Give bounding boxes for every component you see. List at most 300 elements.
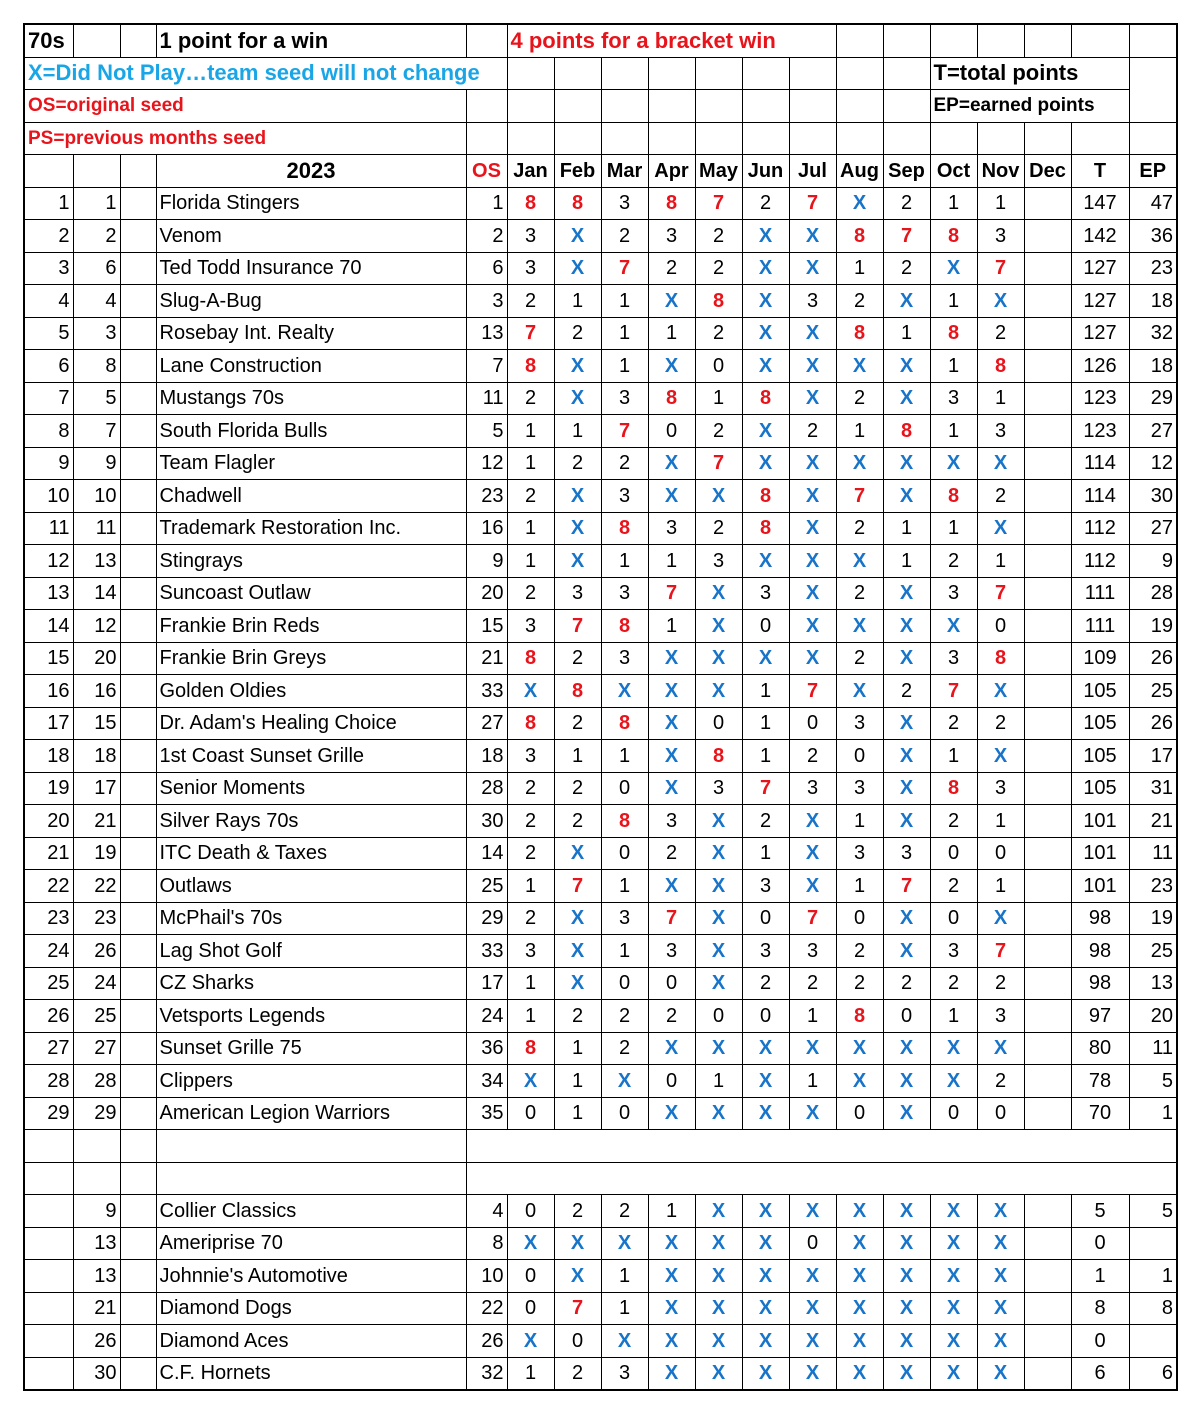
previous-seed-cell: 25 (73, 1000, 120, 1033)
month-score-cell: X (742, 1227, 789, 1260)
month-score-cell: X (930, 1227, 977, 1260)
month-score-cell: 2 (836, 382, 883, 415)
month-score-cell: 2 (836, 577, 883, 610)
month-score-cell: 0 (601, 772, 648, 805)
rank-cell (24, 1292, 73, 1325)
month-score-cell: 2 (648, 837, 695, 870)
rank-cell: 3 (24, 252, 73, 285)
month-score-cell: 3 (836, 772, 883, 805)
earned-points-cell: 9 (1129, 545, 1177, 578)
month-score-cell: 7 (977, 577, 1024, 610)
month-score-cell: 3 (507, 935, 554, 968)
month-score-cell: X (789, 1097, 836, 1130)
month-score-cell: 2 (507, 285, 554, 318)
month-score-cell: 2 (883, 967, 930, 1000)
earned-points-cell: 8 (1129, 1292, 1177, 1325)
month-score-cell: X (930, 447, 977, 480)
month-score-cell: X (554, 382, 601, 415)
previous-seed-cell: 12 (73, 610, 120, 643)
total-points-cell: 142 (1071, 220, 1129, 253)
month-score-cell: X (883, 1357, 930, 1390)
rank-cell: 13 (24, 577, 73, 610)
spacer-cell (120, 382, 156, 415)
previous-seed-cell: 21 (73, 1292, 120, 1325)
rank-cell: 4 (24, 285, 73, 318)
month-score-cell: X (742, 1097, 789, 1130)
total-points-cell: 101 (1071, 870, 1129, 903)
month-score-cell: X (742, 1325, 789, 1358)
t-note: T=total points (930, 57, 1129, 90)
original-seed-cell: 2 (466, 220, 507, 253)
month-score-cell: 3 (507, 252, 554, 285)
total-points-cell: 112 (1071, 545, 1129, 578)
month-score-cell: 8 (930, 220, 977, 253)
month-score-cell: X (789, 642, 836, 675)
month-score-cell: 1 (930, 415, 977, 448)
month-score-cell: 8 (648, 382, 695, 415)
month-score-cell: 2 (554, 317, 601, 350)
month-score-cell: X (789, 1357, 836, 1390)
month-score-cell: X (742, 317, 789, 350)
month-score-cell: 8 (930, 772, 977, 805)
previous-seed-cell: 7 (73, 415, 120, 448)
month-score-cell: 2 (977, 317, 1024, 350)
total-points-cell: 123 (1071, 415, 1129, 448)
month-score-cell: X (836, 545, 883, 578)
original-seed-cell: 8 (466, 1227, 507, 1260)
month-score-cell: 1 (507, 1000, 554, 1033)
month-score-cell: X (695, 610, 742, 643)
os-note: OS=original seed (24, 90, 466, 123)
month-score-cell: 3 (930, 382, 977, 415)
month-score-cell: X (789, 837, 836, 870)
month-score-cell: X (977, 1195, 1024, 1228)
month-score-cell (1024, 772, 1071, 805)
team-name: Dr. Adam's Healing Choice (156, 707, 466, 740)
rank-cell: 23 (24, 902, 73, 935)
team-name: 1st Coast Sunset Grille (156, 740, 466, 773)
spacer-cell (120, 902, 156, 935)
month-score-cell: 2 (977, 1065, 1024, 1098)
month-score-cell: 1 (554, 1032, 601, 1065)
total-points-cell: 0 (1071, 1325, 1129, 1358)
month-score-cell: X (554, 252, 601, 285)
original-seed-cell: 11 (466, 382, 507, 415)
month-score-cell: X (977, 1032, 1024, 1065)
month-score-cell: 1 (930, 350, 977, 383)
month-score-cell: 7 (648, 577, 695, 610)
month-score-cell: 8 (695, 285, 742, 318)
rank-cell (24, 1260, 73, 1293)
month-score-cell: 1 (601, 317, 648, 350)
month-score-cell: X (836, 447, 883, 480)
month-score-cell: 2 (789, 740, 836, 773)
spacer-cell (120, 350, 156, 383)
month-score-cell: 8 (554, 187, 601, 220)
month-score-cell: 2 (742, 187, 789, 220)
month-score-cell: X (977, 740, 1024, 773)
month-score-cell: 0 (648, 415, 695, 448)
month-score-cell (1024, 1227, 1071, 1260)
rank-cell: 5 (24, 317, 73, 350)
month-score-cell: 1 (554, 1097, 601, 1130)
table-row (24, 1032, 1177, 1065)
month-score-cell: X (742, 447, 789, 480)
month-score-cell: X (883, 350, 930, 383)
month-score-cell: 3 (601, 480, 648, 513)
month-header: Sep (883, 155, 930, 188)
spacer-cell (120, 447, 156, 480)
team-name: C.F. Hornets (156, 1357, 466, 1390)
month-score-cell: X (648, 675, 695, 708)
rank-cell: 10 (24, 480, 73, 513)
month-score-cell: 8 (977, 642, 1024, 675)
month-score-cell: X (977, 447, 1024, 480)
month-score-cell: 3 (648, 220, 695, 253)
month-score-cell: X (742, 415, 789, 448)
earned-points-cell: 30 (1129, 480, 1177, 513)
month-score-cell: X (789, 1195, 836, 1228)
month-score-cell: X (836, 610, 883, 643)
month-score-cell: 7 (883, 220, 930, 253)
month-score-cell (1024, 967, 1071, 1000)
original-seed-cell: 27 (466, 707, 507, 740)
month-score-cell: 1 (695, 382, 742, 415)
month-score-cell: X (789, 610, 836, 643)
month-score-cell: 0 (836, 902, 883, 935)
earned-points-cell: 11 (1129, 837, 1177, 870)
original-seed-cell: 24 (466, 1000, 507, 1033)
month-score-cell: X (789, 577, 836, 610)
month-score-cell (1024, 740, 1071, 773)
month-score-cell: X (789, 1292, 836, 1325)
month-score-cell: 2 (977, 480, 1024, 513)
month-score-cell (1024, 285, 1071, 318)
month-score-cell: X (554, 220, 601, 253)
month-score-cell: X (883, 1065, 930, 1098)
month-score-cell: X (648, 480, 695, 513)
month-score-cell (1024, 1000, 1071, 1033)
earned-points-cell: 26 (1129, 642, 1177, 675)
month-score-cell: 8 (695, 740, 742, 773)
standings-table (23, 23, 1178, 1391)
month-score-cell (1024, 1357, 1071, 1390)
month-score-cell: 2 (554, 772, 601, 805)
previous-seed-cell: 15 (73, 707, 120, 740)
month-score-cell: X (648, 1260, 695, 1293)
month-score-cell: X (695, 1032, 742, 1065)
month-score-cell: 2 (930, 967, 977, 1000)
table-row (24, 1260, 1177, 1293)
table-row (24, 1227, 1177, 1260)
table-row (24, 642, 1177, 675)
month-score-cell: 7 (554, 610, 601, 643)
month-score-cell: 0 (507, 1195, 554, 1228)
rank-cell (24, 1227, 73, 1260)
spacer-cell (120, 610, 156, 643)
month-score-cell: 3 (789, 772, 836, 805)
month-score-cell: 0 (977, 610, 1024, 643)
month-score-cell: X (789, 1325, 836, 1358)
spacer-cell (120, 545, 156, 578)
month-score-cell: 0 (648, 967, 695, 1000)
month-score-cell: 7 (695, 187, 742, 220)
total-points-cell: 1 (1071, 1260, 1129, 1293)
month-score-cell: X (648, 1032, 695, 1065)
team-name: Diamond Aces (156, 1325, 466, 1358)
month-score-cell (1024, 707, 1071, 740)
month-score-cell: X (648, 447, 695, 480)
month-score-cell: 1 (648, 317, 695, 350)
month-score-cell: 2 (507, 480, 554, 513)
month-score-cell: 1 (601, 870, 648, 903)
month-score-cell: X (648, 642, 695, 675)
month-score-cell: 7 (789, 675, 836, 708)
table-row (24, 415, 1177, 448)
month-score-cell: X (742, 1260, 789, 1293)
earned-points-cell: 18 (1129, 285, 1177, 318)
month-score-cell: X (836, 1227, 883, 1260)
month-score-cell: 2 (836, 512, 883, 545)
previous-seed-cell: 14 (73, 577, 120, 610)
month-score-cell: 0 (648, 1065, 695, 1098)
table-row (24, 317, 1177, 350)
month-score-cell: X (883, 447, 930, 480)
total-points-cell: 105 (1071, 740, 1129, 773)
team-name: Mustangs 70s (156, 382, 466, 415)
month-score-cell: 8 (883, 415, 930, 448)
previous-seed-cell: 1 (73, 187, 120, 220)
month-score-cell: 8 (601, 610, 648, 643)
month-score-cell: X (977, 1292, 1024, 1325)
month-score-cell: X (742, 545, 789, 578)
previous-seed-cell: 24 (73, 967, 120, 1000)
month-score-cell: 1 (836, 805, 883, 838)
month-score-cell: 0 (789, 707, 836, 740)
original-seed-cell: 7 (466, 350, 507, 383)
month-score-cell: X (930, 252, 977, 285)
month-score-cell: 0 (930, 902, 977, 935)
month-score-cell: 7 (789, 902, 836, 935)
month-score-cell: X (836, 1032, 883, 1065)
month-score-cell: X (836, 1325, 883, 1358)
month-score-cell: X (695, 1357, 742, 1390)
rank-cell: 17 (24, 707, 73, 740)
spacer-cell (120, 870, 156, 903)
month-score-cell: 2 (930, 545, 977, 578)
month-score-cell: 2 (507, 837, 554, 870)
rank-cell: 24 (24, 935, 73, 968)
table-row (24, 935, 1177, 968)
earned-points-cell: 1 (1129, 1260, 1177, 1293)
original-seed-cell: 14 (466, 837, 507, 870)
month-score-cell: X (883, 1195, 930, 1228)
team-name: Venom (156, 220, 466, 253)
team-name: American Legion Warriors (156, 1097, 466, 1130)
month-score-cell: 2 (977, 967, 1024, 1000)
previous-seed-cell: 27 (73, 1032, 120, 1065)
spacer-cell (120, 1000, 156, 1033)
spacer-cell (120, 1227, 156, 1260)
month-score-cell: 1 (977, 382, 1024, 415)
rank-cell (24, 1357, 73, 1390)
total-points-cell: 78 (1071, 1065, 1129, 1098)
month-header: Apr (648, 155, 695, 188)
blank-cell (73, 1130, 120, 1163)
month-score-cell: 1 (648, 1195, 695, 1228)
month-score-cell: X (554, 935, 601, 968)
month-score-cell (1024, 447, 1071, 480)
month-score-cell: X (977, 285, 1024, 318)
total-points-cell: 97 (1071, 1000, 1129, 1033)
original-seed-cell: 25 (466, 870, 507, 903)
month-score-cell: 2 (883, 675, 930, 708)
month-score-cell: X (695, 1292, 742, 1325)
month-score-cell: X (789, 870, 836, 903)
month-score-cell: 3 (648, 935, 695, 968)
team-name: Ted Todd Insurance 70 (156, 252, 466, 285)
month-score-cell: X (836, 1357, 883, 1390)
blank-cell (24, 1130, 73, 1163)
legend-row-4 (24, 122, 1177, 155)
month-score-cell: 7 (601, 415, 648, 448)
month-score-cell: 3 (930, 642, 977, 675)
month-score-cell: 1 (601, 935, 648, 968)
month-score-cell: X (554, 1260, 601, 1293)
month-score-cell: 7 (789, 187, 836, 220)
month-header: Oct (930, 155, 977, 188)
month-score-cell: X (883, 1227, 930, 1260)
month-score-cell: 2 (789, 967, 836, 1000)
month-score-cell: X (695, 902, 742, 935)
rank-cell (24, 1325, 73, 1358)
month-score-cell: 2 (742, 967, 789, 1000)
month-score-cell: 1 (836, 252, 883, 285)
month-score-cell (1024, 837, 1071, 870)
month-score-cell: X (977, 1357, 1024, 1390)
month-score-cell: 1 (930, 285, 977, 318)
table-row (24, 610, 1177, 643)
previous-seed-cell: 4 (73, 285, 120, 318)
month-score-cell (1024, 1195, 1071, 1228)
month-score-cell: X (507, 1227, 554, 1260)
month-score-cell: 2 (930, 707, 977, 740)
month-score-cell: X (554, 1227, 601, 1260)
month-score-cell: 1 (977, 187, 1024, 220)
month-score-cell: 8 (601, 512, 648, 545)
month-score-cell: X (883, 1325, 930, 1358)
month-score-cell: 2 (836, 642, 883, 675)
rank-cell: 14 (24, 610, 73, 643)
month-score-cell: 1 (836, 415, 883, 448)
month-score-cell: 8 (742, 480, 789, 513)
month-score-cell: X (789, 512, 836, 545)
blank-cell (120, 1130, 156, 1163)
month-score-cell: 2 (695, 317, 742, 350)
month-score-cell: 0 (977, 837, 1024, 870)
month-score-cell: 2 (554, 805, 601, 838)
month-score-cell: 2 (601, 447, 648, 480)
month-score-cell: 0 (507, 1260, 554, 1293)
month-score-cell: 1 (507, 967, 554, 1000)
previous-seed-cell: 28 (73, 1065, 120, 1098)
month-score-cell: 8 (507, 350, 554, 383)
table-row (24, 902, 1177, 935)
month-score-cell: 8 (507, 1032, 554, 1065)
month-score-cell: 0 (695, 350, 742, 383)
month-score-cell: X (883, 935, 930, 968)
original-seed-cell: 28 (466, 772, 507, 805)
previous-seed-cell: 9 (73, 447, 120, 480)
previous-seed-cell: 13 (73, 1260, 120, 1293)
month-score-cell: X (695, 675, 742, 708)
month-score-cell: X (554, 512, 601, 545)
table-row (24, 252, 1177, 285)
month-score-cell: 1 (742, 740, 789, 773)
month-score-cell: 2 (601, 1000, 648, 1033)
spacer-cell (120, 1097, 156, 1130)
month-score-cell: X (554, 837, 601, 870)
team-name: Team Flagler (156, 447, 466, 480)
month-score-cell: 2 (507, 577, 554, 610)
month-score-cell: 3 (883, 837, 930, 870)
month-score-cell: 1 (977, 870, 1024, 903)
previous-seed-cell: 9 (73, 1195, 120, 1228)
team-name: Vetsports Legends (156, 1000, 466, 1033)
blank-row (24, 1162, 1177, 1195)
original-seed-cell: 33 (466, 935, 507, 968)
month-score-cell (1024, 1325, 1071, 1358)
month-score-cell: 1 (601, 350, 648, 383)
month-score-cell: 2 (554, 1195, 601, 1228)
blank-cell (24, 1162, 73, 1195)
earned-points-cell: 13 (1129, 967, 1177, 1000)
month-score-cell (1024, 642, 1071, 675)
month-score-cell: X (695, 837, 742, 870)
month-score-cell: 2 (930, 805, 977, 838)
month-score-cell (1024, 1292, 1071, 1325)
month-score-cell: X (554, 967, 601, 1000)
month-score-cell: X (977, 512, 1024, 545)
team-name: Frankie Brin Reds (156, 610, 466, 643)
original-seed-cell: 35 (466, 1097, 507, 1130)
month-score-cell: 1 (554, 415, 601, 448)
rank-cell: 2 (24, 220, 73, 253)
team-name: CZ Sharks (156, 967, 466, 1000)
spacer-cell (120, 415, 156, 448)
month-score-cell: X (977, 1227, 1024, 1260)
month-score-cell: 3 (601, 642, 648, 675)
month-score-cell: 2 (601, 220, 648, 253)
table-row (24, 577, 1177, 610)
month-score-cell: 2 (836, 935, 883, 968)
month-score-cell: X (789, 1260, 836, 1293)
spacer-cell (120, 317, 156, 350)
month-score-cell: X (695, 577, 742, 610)
month-header: May (695, 155, 742, 188)
total-points-cell: 5 (1071, 1195, 1129, 1228)
month-score-cell: X (742, 1292, 789, 1325)
month-score-cell: X (977, 675, 1024, 708)
month-score-cell: 0 (977, 1097, 1024, 1130)
total-points-cell: 80 (1071, 1032, 1129, 1065)
month-header: Jan (507, 155, 554, 188)
total-points-cell: 112 (1071, 512, 1129, 545)
month-score-cell: X (601, 1227, 648, 1260)
month-score-cell (1024, 415, 1071, 448)
month-score-cell: X (789, 350, 836, 383)
month-score-cell: 2 (554, 447, 601, 480)
